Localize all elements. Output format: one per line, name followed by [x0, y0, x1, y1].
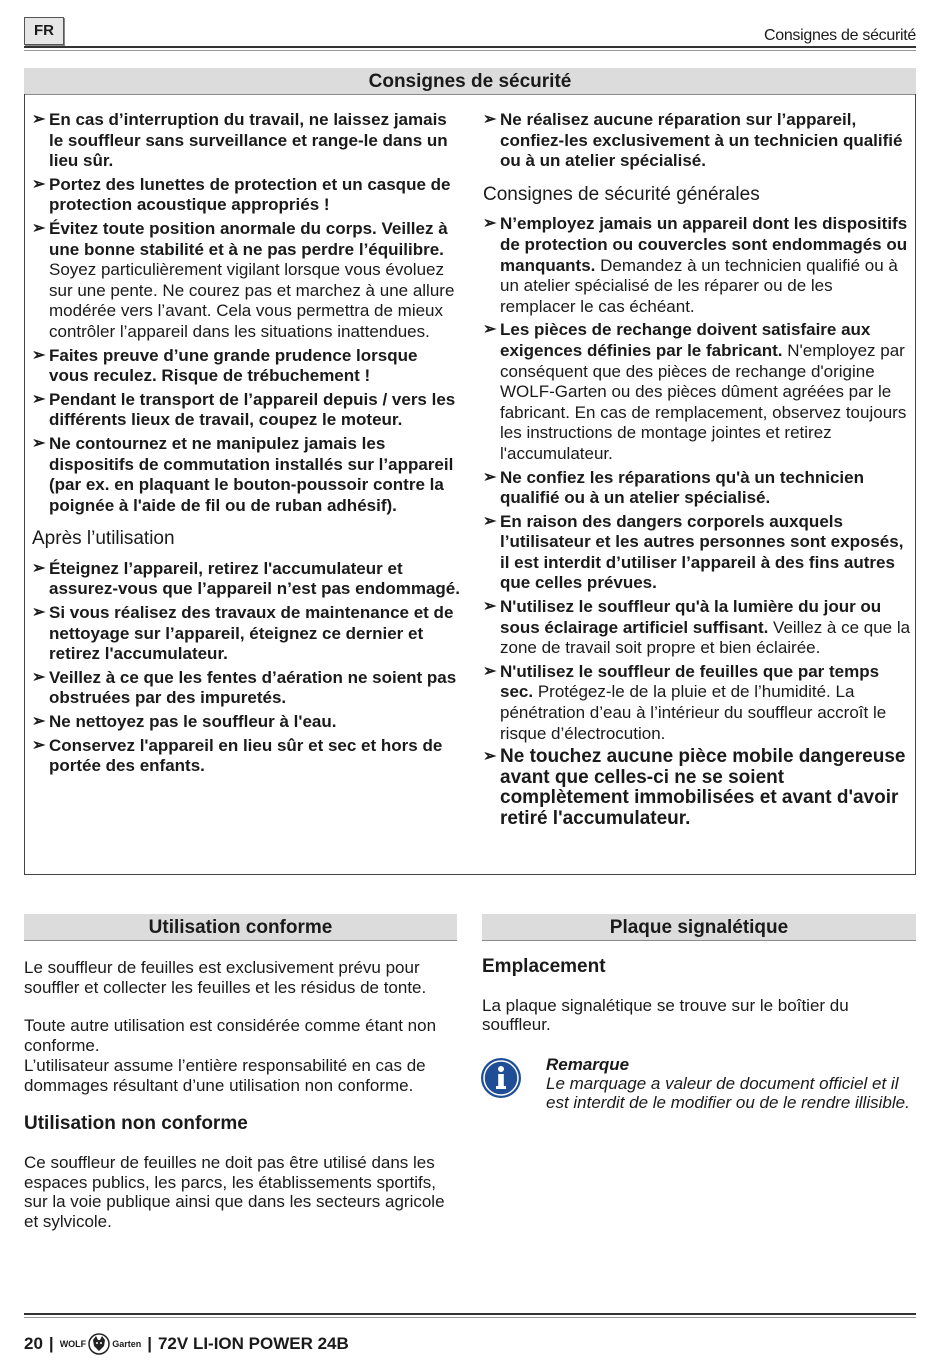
arrow-bullet-icon: ➢ [483, 215, 497, 233]
footer-separator: | [147, 1334, 152, 1353]
list-item: ➢ Ne touchez aucune pièce mobile dangereuse avant que celles-ci ne se soient complètement immobilisées et avant d'avoir retiré l'accumulateur. [483, 746, 906, 829]
list-item: ➢ N’employez jamais un appareil dont les dispositifs de protection ou couvercles sont endommagés ou manquants. Demandez à un technicien qualifié ou à un atelier spécialisé de les réparer ou de les remplacer le cas échéant. [483, 214, 908, 316]
general-safety-heading: Consignes de sécurité générales [483, 183, 760, 205]
arrow-bullet-icon: ➢ [483, 468, 497, 486]
list-item: ➢ Évitez toute position anormale du corps. Veillez à une bonne stabilité et à ne pas perdre l’équilibre. Soyez particulièrement vigilant lorsque vous évoluez sur une pente. Ne courez pas et marchez à une allure modérée vers l’avant. Cela vous permettra de mieux contrôler l’appareil dans les situations inattendues. [32, 218, 455, 341]
arrow-bullet-icon: ➢ [32, 668, 46, 686]
safety-right-column [483, 110, 911, 833]
list-item: ➢ N'utilisez le souffleur qu'à la lumière du jour ou sous éclairage artificiel suffisant. Veillez à ce que la zone de travail soit propre et bien éclairée. [483, 597, 911, 658]
arrow-bullet-icon: ➢ [483, 111, 497, 128]
safety-left-column [32, 110, 460, 780]
arrow-bullet-icon: ➢ [483, 512, 497, 530]
after-use-heading: Après l’utilisation [32, 528, 175, 550]
footer-separator: | [48, 1334, 54, 1353]
note-title: Remarque [546, 1055, 630, 1074]
footer [24, 1333, 349, 1355]
page-number: 20 [24, 1334, 43, 1353]
list-item: ➢ Faites preuve d’une grande prudence lorsque vous reculez. Risque de trébuchement ! [32, 345, 418, 386]
arrow-bullet-icon: ➢ [32, 346, 46, 364]
usage-title-bar: Utilisation conforme [24, 914, 457, 941]
list-item: ➢ En raison des dangers corporels auxquels l’utilisateur et les autres personnes sont exposés, il est interdit d’utiliser l’appareil à des fins autres que celles prévues. [483, 511, 904, 593]
location-paragraph: La plaque signalétique se trouve sur le boîtier du souffleur. [482, 995, 849, 1035]
list-item: ➢ Les pièces de rechange doivent satisfaire aux exigences définies par le fabricant. N'employez par conséquent que des pièces de rechange d'origine WOLF-Garten ou des pièces dûment agréées par le fabricant. En cas de remplacement, observez toujours les instructions de montage jointes et retirez l'accumulateur. [483, 320, 907, 463]
arrow-bullet-icon: ➢ [32, 434, 46, 452]
list-item: ➢ Ne nettoyez pas le souffleur à l'eau. [32, 712, 337, 732]
list-item: ➢ Conservez l'appareil en lieu sûr et sec et hors de portée des enfants. [32, 735, 443, 776]
arrow-bullet-icon: ➢ [32, 175, 46, 193]
list-item: ➢ Éteignez l’appareil, retirez l'accumulateur et assurez-vous que l’appareil n’est pas endommagé. [32, 558, 460, 599]
list-item: ➢ Pendant le transport de l’appareil depuis / vers les différents lieux de travail, coupez le moteur. [32, 389, 456, 430]
brand-logo-right: Garten [112, 1339, 142, 1349]
list-item: ➢ Portez des lunettes de protection et un casque de protection acoustique appropriés ! [32, 174, 451, 215]
info-icon [480, 1057, 522, 1099]
list-item: ➢ Ne réalisez aucune réparation sur l’appareil, confiez-les exclusivement à un technicien qualifié ou à un atelier spécialisé. [483, 110, 903, 171]
header-divider [24, 46, 916, 51]
arrow-bullet-icon: ➢ [483, 748, 497, 766]
arrow-bullet-icon: ➢ [32, 219, 46, 237]
arrow-bullet-icon: ➢ [32, 390, 46, 408]
arrow-bullet-icon: ➢ [483, 321, 497, 339]
plate-title-bar: Plaque signalétique [482, 914, 916, 941]
non-conform-paragraph: Ce souffleur de feuilles ne doit pas être utilisé dans les espaces publics, les parcs, les établissements sportifs, sur la voie publique ainsi que dans les secteurs agricole et sylvicole. [24, 1152, 445, 1232]
language-tag: FR [24, 17, 64, 45]
note-text: Le marquage a valeur de document officiel et il est interdit de le modifier ou de le rendre illisible. [546, 1074, 910, 1112]
brand-logo-left: WOLF [59, 1339, 87, 1349]
model-name: 72V LI-ION POWER 24B [157, 1334, 349, 1353]
arrow-bullet-icon: ➢ [32, 559, 46, 577]
plate-section [482, 957, 916, 1035]
brand-logo [60, 1333, 142, 1355]
usage-paragraph: Toute autre utilisation est considérée comme étant non conforme. [24, 1016, 437, 1056]
list-item: ➢ Si vous réalisez des travaux de maintenance et de nettoyage sur l’appareil, éteignez ce dernier et retirez l'accumulateur. [32, 603, 454, 664]
header-section-title: Consignes de sécurité [763, 27, 916, 44]
list-item: ➢ Ne contournez et ne manipulez jamais les dispositifs de commutation installés sur l’appareil (par ex. en plaquant le bouton-poussoir contre la poignée à l'aide de fil ou de ruban adhésif). [32, 433, 454, 515]
arrow-bullet-icon: ➢ [32, 713, 46, 731]
list-item: ➢ En cas d’interruption du travail, ne laissez jamais le souffleur sans surveillance et range-le dans un lieu sûr. [32, 110, 448, 171]
list-item: ➢ Ne confiez les réparations qu'à un technicien qualifié ou à un atelier spécialisé. [483, 467, 864, 508]
arrow-bullet-icon: ➢ [32, 736, 46, 754]
location-heading: Emplacement [482, 956, 606, 977]
usage-paragraph: L’utilisateur assume l’entière responsabilité en cas de dommages résultant d’une utilisation non conforme. [24, 1055, 426, 1095]
non-conform-heading: Utilisation non conforme [24, 1113, 248, 1135]
wolf-head-icon [88, 1333, 110, 1355]
arrow-bullet-icon: ➢ [483, 662, 497, 680]
safety-title-bar: Consignes de sécurité [24, 68, 916, 95]
usage-paragraph: Le souffleur de feuilles est exclusivement prévu pour souffler et collecter les feuilles et les résidus de tonte. [24, 958, 427, 997]
arrow-bullet-icon: ➢ [32, 111, 46, 128]
list-item: ➢ N'utilisez le souffleur de feuilles que par temps sec. Protégez-le de la pluie et de l’humidité. La pénétration d’eau à l’intérieur du souffleur accroît le risque d’électrocution. [483, 661, 887, 743]
footer-divider [24, 1313, 916, 1318]
arrow-bullet-icon: ➢ [32, 604, 46, 622]
usage-section [24, 958, 458, 1232]
arrow-bullet-icon: ➢ [483, 598, 497, 616]
list-item: ➢ Veillez à ce que les fentes d’aération ne soient pas obstruées par des impuretés. [32, 667, 457, 708]
